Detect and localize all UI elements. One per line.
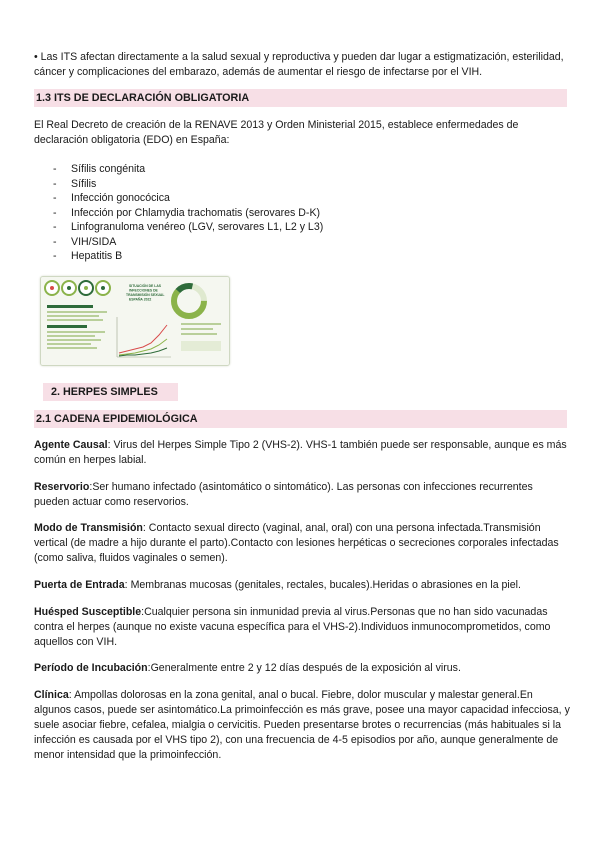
list-item xyxy=(34,191,570,206)
entry-sep: : xyxy=(107,439,114,451)
list-item-text: Infección gonocócica xyxy=(71,192,170,204)
list-item-text: Linfogranuloma venéreo (LGV, serovares L1, L2 y L3) xyxy=(71,221,324,233)
entry-clinica xyxy=(34,688,570,763)
infographic-title-line: TRANSMISIÓN SEXUAL xyxy=(126,293,165,297)
entry-sep: : xyxy=(89,481,93,493)
list-item xyxy=(34,249,570,264)
entry-modo-transmision xyxy=(34,521,570,566)
list-item-text: VIH/SIDA xyxy=(71,235,117,248)
entry-label: Modo de Transmisión xyxy=(34,522,143,534)
dash-marker: - xyxy=(53,163,57,175)
list-item-text: Infección por Chlamydia trachomatis (serovares D-K) xyxy=(71,206,321,219)
heading-its-declaracion: 1.3 ITS DE DECLARACIÓN OBLIGATORIA xyxy=(34,89,567,107)
entry-sep: : xyxy=(147,662,151,674)
entry-text: Ampollas dolorosas en la zona genital, anal o bucal. Fiebre, dolor muscular y malestar general.En algunos casos, puede ser asintomático.La primoinfección es más grave, posee una mayor capacidad infecciosa, y suele asociar fiebre, cefalea, mialgia o cervicitis. Pueden presentarse brotes o recurrencias (más habituales si la infección es causada por el VHS tipo 2), con una frecuencia de 4-5 episodios por año, aunque generalmente de menor intensidad que la primoinfección. xyxy=(34,689,570,761)
list-item-text: Hepatitis B xyxy=(71,250,123,262)
entry-sep: : xyxy=(142,522,149,534)
list-item xyxy=(34,162,570,177)
list-item xyxy=(34,177,570,192)
list-item xyxy=(34,206,570,221)
infographic-graphic xyxy=(41,277,229,365)
entry-label: Puerta de Entrada xyxy=(34,579,125,591)
entry-label: Reservorio xyxy=(34,481,90,493)
entry-reservorio xyxy=(34,480,570,510)
entry-text: Ser humano infectado (asintomático o sintomático). Las personas con infecciones recurrentes pueden actuar como reservorios. xyxy=(34,481,533,508)
entry-sep: : xyxy=(68,689,75,701)
dash-marker: - xyxy=(53,206,57,219)
its-infographic-image xyxy=(40,276,230,366)
entry-huesped-susceptible xyxy=(34,605,570,650)
entry-text: Generalmente entre 2 y 12 días después de la exposición al virus. xyxy=(150,662,461,674)
list-item-text: Sífilis xyxy=(71,177,97,190)
entry-text: Membranas mucosas (genitales, rectales, bucales).Heridas o abrasiones en la piel. xyxy=(130,579,521,591)
list-item xyxy=(34,220,570,235)
edo-list xyxy=(34,162,570,264)
dash-marker: - xyxy=(53,235,57,248)
entry-periodo-incubacion xyxy=(34,661,570,676)
entry-label: Agente Causal xyxy=(34,439,108,451)
intro-bullet: • Las ITS afectan directamente a la salud sexual y reproductiva y pueden dar lugar a estigmatización, esterilidad, cáncer y complicaciones del embarazo, además de aumentar el riesgo de infectarse por el VIH. xyxy=(34,51,564,78)
list-item-text: Sífilis congénita xyxy=(71,163,146,175)
dash-marker: - xyxy=(53,250,57,262)
entry-agente-causal xyxy=(34,438,570,468)
entry-text: Virus del Herpes Simple Tipo 2 (VHS-2). VHS-1 también puede ser responsable, aunque es más común en herpes labial. xyxy=(34,439,567,466)
list-item xyxy=(34,235,570,250)
infographic-title-line: INFECCIONES DE xyxy=(129,288,158,293)
dash-marker: - xyxy=(53,177,57,190)
entry-sep: : xyxy=(141,606,145,618)
entry-label: Huésped Susceptible xyxy=(34,606,142,618)
infographic-title-line: SITUACIÓN DE LAS xyxy=(129,284,162,288)
entry-text: Cualquier persona sin inmunidad previa al virus.Personas que no han sido vacunadas contra el herpes (aunque no existe vacuna específica para el VHS-2).Individuos inmunocomprometidos, como aquellos con VIH. xyxy=(34,606,551,648)
heading-cadena-epidemiologica: 2.1 CADENA EPIDEMIOLÓGICA xyxy=(34,410,567,428)
heading-herpes-simples: 2. HERPES SIMPLES xyxy=(43,383,178,401)
entry-label: Clínica xyxy=(34,689,69,701)
renave-paragraph: El Real Decreto de creación de la RENAVE 2013 y Orden Ministerial 2015, establece enfermedades de declaración obligatoria (EDO) en España: xyxy=(34,119,519,146)
entry-text: Contacto sexual directo (vaginal, anal, oral) con una persona infectada.Transmisión vertical (de madre a hijo durante el parto).Contacto con lesiones herpéticas o secreciones corporales infectadas (como saliva, fluidos vaginales o semen). xyxy=(34,522,559,564)
entry-puerta-entrada xyxy=(34,578,570,593)
entry-label: Período de Incubación xyxy=(34,662,148,674)
infographic-title-line: ESPAÑA 2022 xyxy=(129,297,152,302)
entry-sep: : xyxy=(124,579,131,591)
dash-marker: - xyxy=(53,221,57,233)
dash-marker: - xyxy=(53,192,57,204)
